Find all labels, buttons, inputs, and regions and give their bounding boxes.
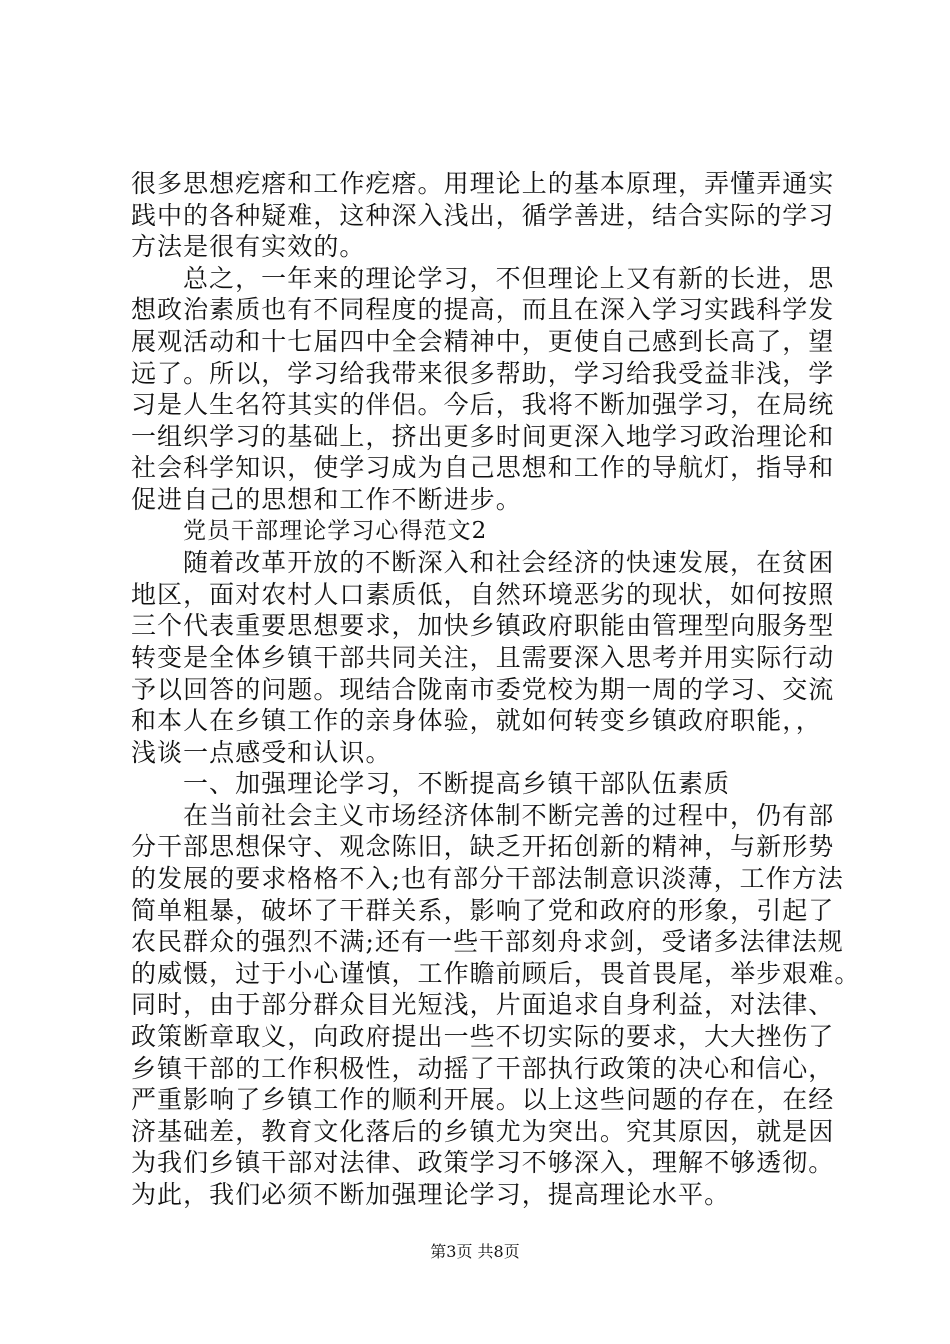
- text-line: 习是人生名符其实的伴侣。今后，我将不断加强学习，在局统: [131, 390, 835, 420]
- text-line: 分干部思想保守、观念陈旧，缺乏开拓创新的精神，与新形势: [131, 832, 835, 862]
- text-line: 严重影响了乡镇工作的顺利开展。以上这些问题的存在，在经: [131, 1085, 835, 1115]
- page-footer: 第3页 共8页: [430, 1242, 520, 1261]
- text-line: 践中的各种疑难，这种深入浅出，循学善进，结合实际的学习: [131, 200, 835, 230]
- text-line: 同时，由于部分群众目光短浅，片面追求自身利益，对法律、: [131, 990, 835, 1020]
- text-line: 转变是全体乡镇干部共同关注，且需要深入思考并用实际行动: [131, 642, 835, 672]
- text-line: 一、加强理论学习，不断提高乡镇干部队伍素质: [183, 769, 731, 799]
- text-line: 社会科学知识，使学习成为自己思想和工作的导航灯，指导和: [131, 453, 835, 483]
- text-line: 总之，一年来的理论学习，不但理论上又有新的长进，思: [183, 263, 835, 293]
- text-line: 一组织学习的基础上，挤出更多时间更深入地学习政治理论和: [131, 421, 835, 451]
- text-line: 方法是很有实效的。: [131, 232, 366, 262]
- text-line: 促进自己的思想和工作不断进步。: [131, 484, 522, 514]
- text-line: 政策断章取义，向政府提出一些不切实际的要求，大大挫伤了: [131, 1022, 835, 1052]
- text-line: 济基础差，教育文化落后的乡镇尤为突出。究其原因，就是因: [131, 1116, 835, 1146]
- document-body: [131, 168, 861, 1211]
- text-line: 的威慑，过于小心谨慎，工作瞻前顾后，畏首畏尾，举步艰难。: [131, 958, 861, 988]
- section-heading: 党员干部理论学习心得范文2: [183, 517, 488, 544]
- text-line: 农民群众的强烈不满;还有一些干部刻舟求剑，受诸多法律法规: [131, 927, 844, 957]
- text-line: 为此，我们必须不断加强理论学习，提高理论水平。: [131, 1180, 731, 1209]
- text-line: 浅谈一点感受和认识。: [131, 737, 392, 767]
- text-line: 和本人在乡镇工作的亲身体验，就如何转变乡镇政府职能，，: [131, 706, 822, 736]
- text-line: 简单粗暴，破坏了干群关系，影响了党和政府的形象，引起了: [131, 895, 835, 925]
- text-line: 随着改革开放的不断深入和社会经济的快速发展，在贫困: [183, 548, 835, 578]
- text-line: 远了。所以，学习给我带来很多帮助，学习给我受益非浅，学: [131, 358, 835, 388]
- text-line: 予以回答的问题。现结合陇南市委党校为期一周的学习、交流: [131, 674, 835, 704]
- text-line: 展观活动和十七届四中全会精神中，更使自己感到长高了，望: [131, 326, 835, 356]
- text-line: 为我们乡镇干部对法律、政策学习不够深入，理解不够透彻。: [131, 1148, 835, 1178]
- text-line: 三个代表重要思想要求，加快乡镇政府职能由管理型向服务型: [131, 611, 835, 641]
- text-line: 在当前社会主义市场经济体制不断完善的过程中，仍有部: [183, 800, 835, 830]
- text-line: 乡镇干部的工作积极性，动摇了干部执行政策的决心和信心，: [131, 1053, 835, 1083]
- text-line: 的发展的要求格格不入;也有部分干部法制意识淡薄，工作方法: [131, 864, 844, 894]
- text-line: 很多思想疙瘩和工作疙瘩。用理论上的基本原理，弄懂弄通实: [131, 169, 835, 198]
- text-line: 想政治素质也有不同程度的提高，而且在深入学习实践科学发: [131, 295, 835, 325]
- text-line: 地区，面对农村人口素质低，自然环境恶劣的现状，如何按照: [131, 579, 835, 609]
